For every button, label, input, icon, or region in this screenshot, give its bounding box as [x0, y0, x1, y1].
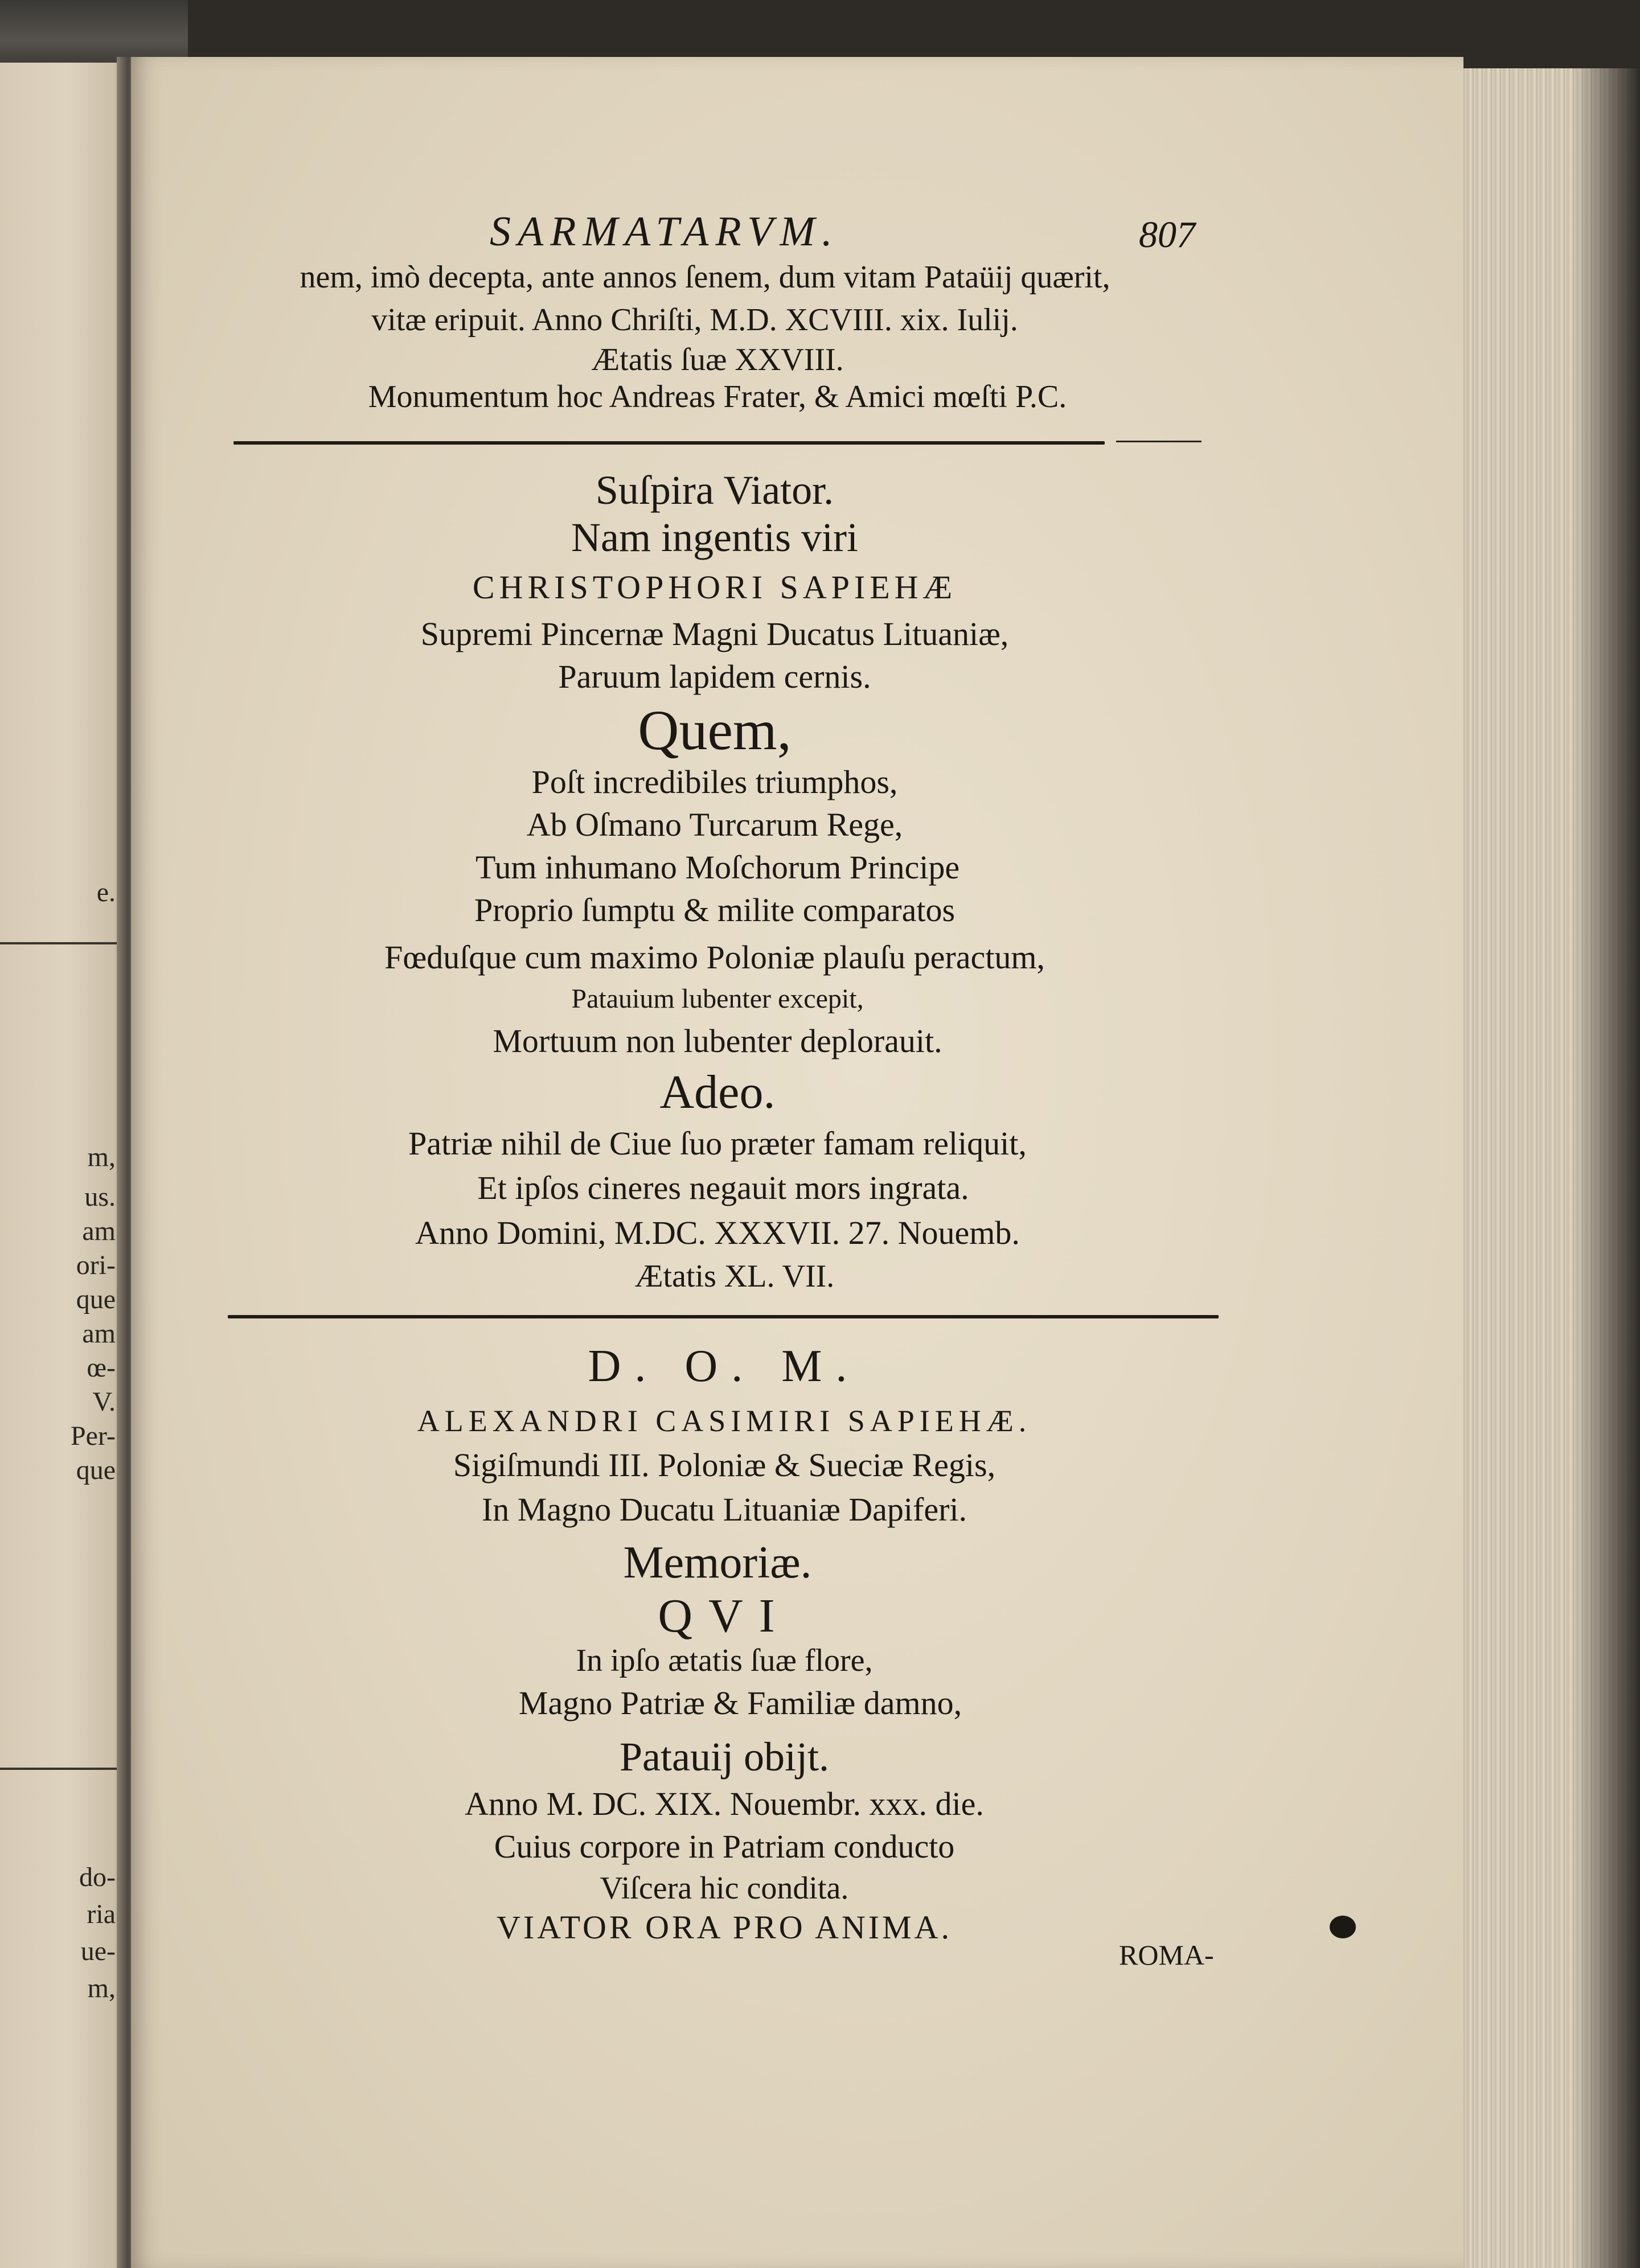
epitaph-line: Et ipſos cineres negauit mors ingrata. — [477, 1169, 969, 1206]
margin-fragment: que — [76, 1455, 116, 1485]
margin-fragment: am — [82, 1318, 116, 1349]
epitaph-line: Ab Oſmano Turcarum Rege, — [526, 806, 903, 843]
margin-fragment: Per- — [70, 1421, 116, 1451]
margin-fragment: que — [76, 1284, 116, 1314]
page-edges — [1446, 68, 1640, 2268]
margin-fragment: ria — [87, 1899, 116, 1929]
left-page-edge — [0, 63, 134, 2268]
epitaph-line: ALEXANDRI CASIMIRI SAPIEHÆ. — [417, 1404, 1032, 1438]
epitaph-line: Tum inhumano Moſchorum Principe — [475, 849, 960, 886]
epitaph-line: Mortuum non lubenter deplorauit. — [493, 1022, 942, 1059]
margin-fragment: m, — [87, 1142, 116, 1172]
epitaph-line: Supremi Pincernæ Magni Ducatus Lituaniæ, — [420, 615, 1009, 652]
epitaph-line: Fœduſque cum maximo Poloniæ plauſu peractum, — [384, 939, 1045, 976]
margin-fragment: V. — [92, 1387, 116, 1417]
epitaph-line: Viſcera hic condita. — [600, 1871, 849, 1906]
margin-fragment: ue- — [80, 1936, 116, 1966]
epitaph-line: CHRISTOPHORI SAPIEHÆ — [472, 569, 957, 606]
margin-rule — [0, 942, 122, 944]
epitaph-line: Patauium lubenter excepit, — [571, 984, 864, 1014]
epitaph-line: VIATOR ORA PRO ANIMA. — [496, 1909, 953, 1946]
epitaph-line: Monumentum hoc Andreas Frater, & Amici mœſti P.C. — [368, 379, 1067, 414]
epitaph-line: Cuius corpore in Patriam conducto — [494, 1828, 955, 1865]
epitaph-line: Ætatis XL. VII. — [634, 1259, 835, 1294]
page-number: 807 — [1139, 214, 1195, 256]
margin-fragment: us. — [84, 1182, 116, 1212]
epitaph-line: Sigiſmundi III. Poloniæ & Sueciæ Regis, — [453, 1447, 996, 1484]
margin-fragment: ori- — [76, 1250, 116, 1280]
epitaph-line: Poſt incredibiles triumphos, — [531, 763, 898, 800]
epitaph-line: Patriæ nihil de Ciue ſuo præter famam reliquit, — [408, 1125, 1027, 1162]
epitaph-line: nem, imò decepta, ante annos ſenem, dum vitam Pataüij quærit, — [300, 260, 1110, 295]
ink-blot — [1330, 1916, 1356, 1938]
epitaph-line: Magno Patriæ & Familiæ damno, — [518, 1684, 962, 1721]
margin-fragment: m, — [87, 1973, 116, 2003]
epitaph-line: Patauij obijt. — [620, 1734, 829, 1780]
epitaph-line: In ipſo ætatis ſuæ flore, — [576, 1643, 873, 1678]
margin-rule — [0, 1768, 122, 1770]
epitaph-line: Quem, — [638, 699, 792, 762]
epitaph-line: Nam ingentis viri — [571, 515, 858, 560]
epitaph-line: QVI — [658, 1589, 791, 1642]
epitaph-line: Paruum lapidem cernis. — [558, 658, 871, 695]
section-divider-end — [1116, 441, 1202, 442]
running-title: SARMATARVM. — [490, 208, 839, 255]
epitaph-line: In Magno Ducatu Lituaniæ Dapiferi. — [481, 1491, 967, 1528]
epitaph-line: Anno M. DC. XIX. Nouembr. xxx. die. — [465, 1785, 984, 1822]
margin-fragment: œ- — [87, 1353, 116, 1383]
epitaph-line: Adeo. — [659, 1066, 776, 1119]
epitaph-line: Ætatis ſuæ XXVIII. — [591, 342, 844, 377]
section-divider — [228, 1315, 1219, 1318]
epitaph-line: D. O. M. — [588, 1341, 861, 1391]
margin-fragment: do- — [79, 1862, 116, 1892]
epitaph-line: Suſpira Viator. — [595, 467, 834, 513]
epitaph-line: Anno Domini, M.DC. XXXVII. 27. Nouemb. — [415, 1214, 1020, 1251]
epitaph-line: Memoriæ. — [623, 1538, 812, 1588]
section-divider — [233, 441, 1105, 445]
epitaph-line: vitæ eripuit. Anno Chriſti, M.D. XCVIII. xix. Iulij. — [371, 302, 1018, 338]
catchword: ROMA- — [1119, 1939, 1214, 1971]
margin-fragment: am — [82, 1216, 116, 1246]
epitaph-line: Proprio ſumptu & milite comparatos — [474, 891, 956, 928]
margin-fragment: e. — [96, 877, 116, 907]
